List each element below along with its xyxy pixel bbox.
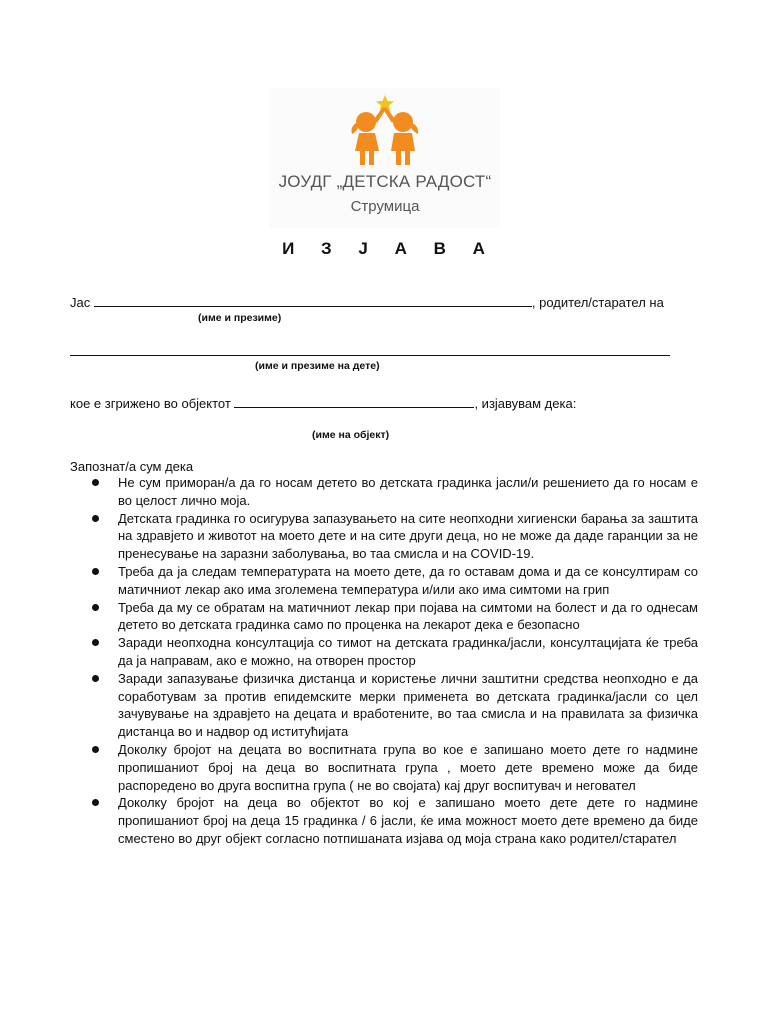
list-item bbox=[70, 563, 698, 599]
bullet-icon bbox=[92, 799, 99, 806]
list-item bbox=[70, 510, 698, 563]
bullet-icon bbox=[92, 604, 99, 611]
list-item-text: Не сум приморан/а да го носам детето во детската градинка јасли/и решението да го носам е во целост лично моја. bbox=[118, 475, 698, 508]
list-item bbox=[70, 670, 698, 741]
parent-line-suffix: , родител/старател на bbox=[531, 295, 664, 310]
list-item bbox=[70, 634, 698, 670]
statement-list bbox=[70, 474, 698, 848]
bullet-icon bbox=[92, 479, 99, 486]
list-item bbox=[70, 794, 698, 847]
facility-line-prefix: кое е згрижено во објектот bbox=[70, 396, 231, 411]
list-item-text: Детската градинка го осигурува запазувањето на сите неопходни хигиенски барања за заштита на здравјето и животот на моето дете и на сите други деца, но не може да даде гаранции за не пренесување на заразни заболувања, во таа смисла и на COVID-19. bbox=[118, 510, 698, 562]
bullet-icon bbox=[92, 639, 99, 646]
parent-name-line bbox=[70, 294, 664, 310]
organization-city: Струмица bbox=[350, 198, 420, 215]
child-name-line bbox=[70, 343, 670, 359]
parent-name-field[interactable] bbox=[94, 294, 532, 307]
list-item-text: Доколку бројот на децата во воспитната група во кое е запишано моето дете го надмине пропишаниот број на деца во воспитната група , моето дете времено може да биде распоредено во друга воспитна група ( не во својата) кај друг воспитувач и неговател bbox=[118, 741, 698, 793]
facility-line-suffix: , изјавувам дека: bbox=[474, 396, 577, 411]
list-item-text: Треба да ја следам температурата на моето дете, да го оставам дома и да се консултирам со матичниот лекар ако има зголемена температура и/или ако има симтоми на грип bbox=[118, 563, 698, 597]
list-item-text: Заради запазување физичка дистанца и користење лични заштитни средства неопходно е да соработувам за против епидемските мерки применета во детската градинка/јасли со цел зачувување на здравјето на децата и вработените, во таа смисла и на правилата за физичка дистанца во и надвор од иститућијата bbox=[118, 670, 698, 740]
list-item-text: Заради неопходна консултација со тимот на детската градинка/јасли, консултацијата ќе треба да ја направам, ако е можно, на отворен простор bbox=[118, 635, 698, 668]
list-item bbox=[70, 741, 698, 794]
facility-line bbox=[70, 395, 576, 411]
child-name-caption: (име и презиме на дете) bbox=[255, 360, 380, 372]
child-name-field[interactable] bbox=[70, 343, 670, 356]
facility-name-field[interactable] bbox=[234, 395, 474, 408]
list-item-text: Доколку бројот на деца во објектот во кој е запишано моето дете дете го надмине пропишаниот број на деца 15 градинка / 6 јасли, ќе има можност моето дете времено да биде сместено во друг објект согласно потпишаната изјава од моја страна како родител/старател bbox=[118, 795, 698, 846]
intro-text: Запознат/а сум дека bbox=[70, 459, 194, 474]
bullet-icon bbox=[92, 568, 99, 575]
list-item bbox=[70, 599, 698, 635]
facility-name-caption: (име на објект) bbox=[312, 429, 390, 441]
bullet-icon bbox=[92, 515, 99, 522]
parent-name-caption: (име и презиме) bbox=[198, 312, 282, 324]
list-item-text: Треба да му се обратам на матичниот лекар при појава на симтоми на болест и да го однесам детето во детската градинка само по проценка на лекарот дека е безопасно bbox=[118, 599, 698, 633]
bullet-icon bbox=[92, 746, 99, 753]
parent-line-prefix: Јас bbox=[70, 295, 91, 310]
bullet-icon bbox=[92, 675, 99, 682]
list-item bbox=[70, 474, 698, 510]
document-title: И З Ј А В А bbox=[282, 239, 496, 258]
children-reaching-star-logo-icon bbox=[337, 95, 433, 170]
organization-name: ЈОУДГ „ДЕТСКА РАДОСТ“ bbox=[278, 172, 492, 191]
